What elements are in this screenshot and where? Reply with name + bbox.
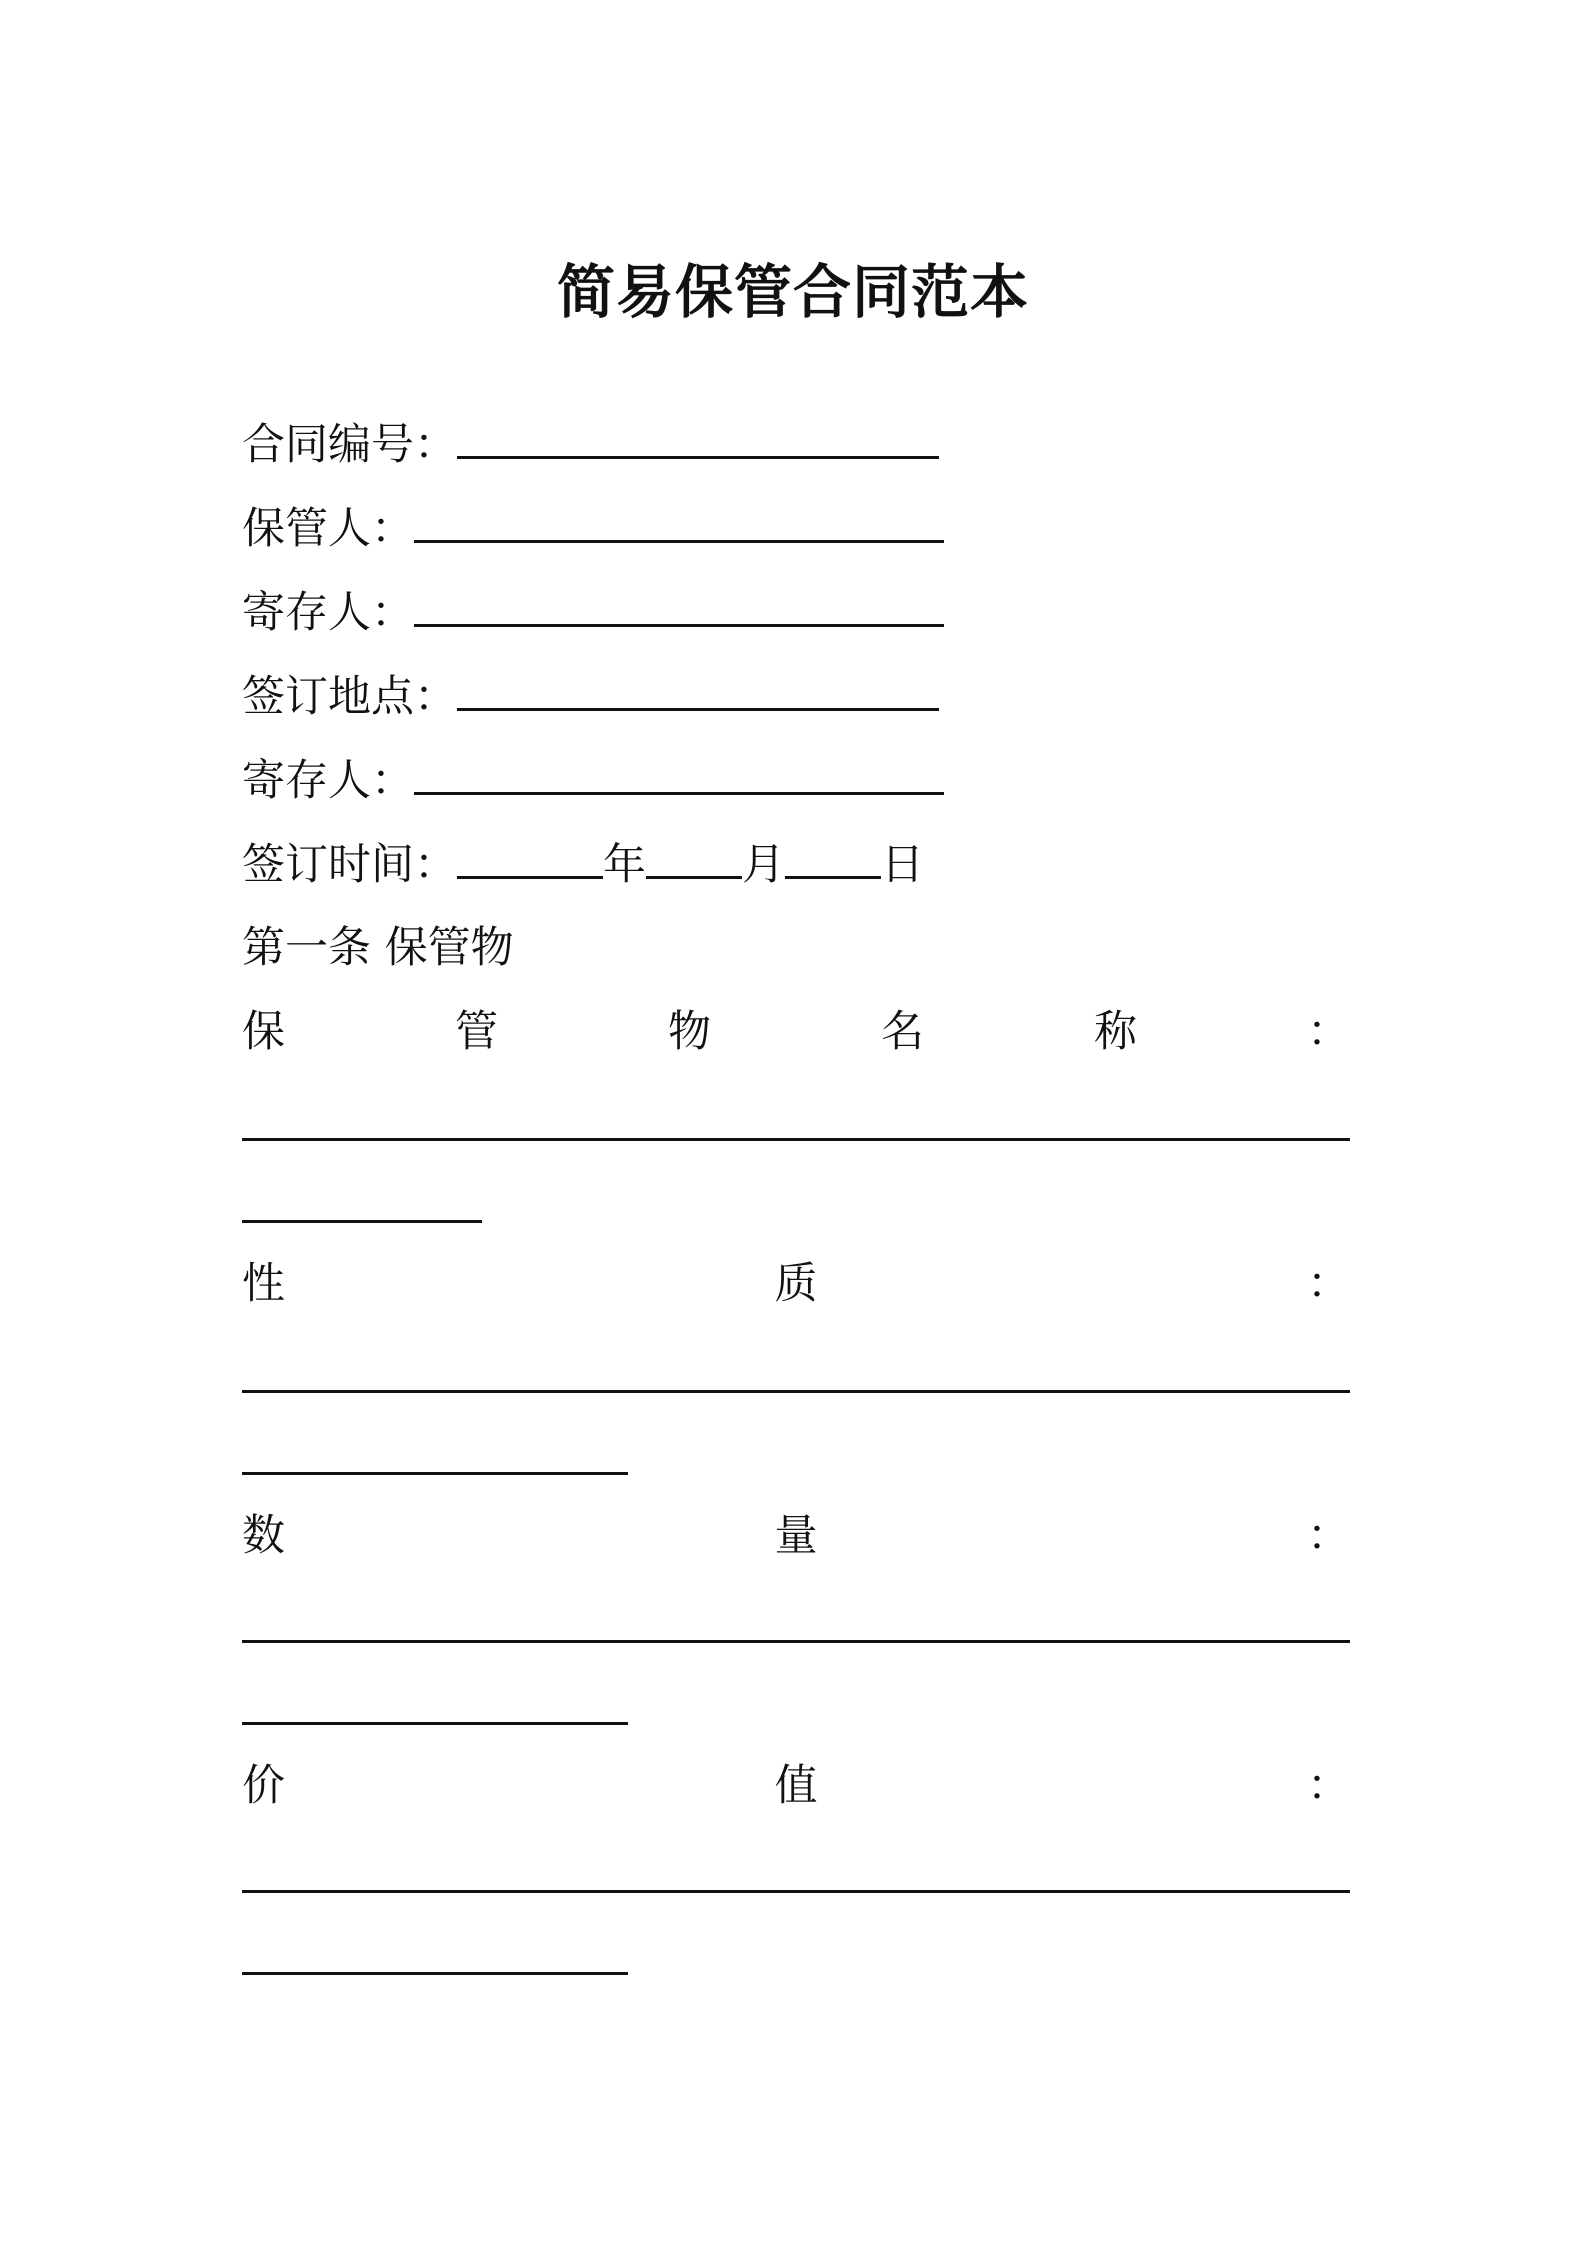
value-char: 价 xyxy=(242,1761,285,1811)
quantity-blank-line-2[interactable] xyxy=(242,1722,628,1725)
quantity-char: ： xyxy=(1307,1511,1350,1561)
article-1-heading: 第一条 保管物 xyxy=(242,923,514,973)
quantity-blank-line-1[interactable] xyxy=(242,1640,1350,1643)
nature-char: 质 xyxy=(774,1259,818,1309)
item-name-char: 名 xyxy=(881,1007,924,1057)
signing-place-row xyxy=(242,668,939,725)
signing-date-row xyxy=(242,836,924,893)
item-name-blank-line-1[interactable] xyxy=(242,1138,1350,1141)
signing-place-blank[interactable] xyxy=(457,668,939,711)
depositor-row xyxy=(242,584,944,641)
item-name-char: ： xyxy=(1307,1007,1350,1057)
value-char: ： xyxy=(1307,1761,1350,1811)
item-name-char: 管 xyxy=(455,1007,498,1057)
depositor-blank[interactable] xyxy=(414,584,944,627)
depositor-row-2 xyxy=(242,752,944,809)
nature-blank-line-1[interactable] xyxy=(242,1390,1350,1393)
document-title: 简易保管合同范本 xyxy=(556,258,1029,326)
item-name-char: 称 xyxy=(1094,1007,1137,1057)
day-label: 日 xyxy=(881,840,924,890)
quantity-char: 数 xyxy=(242,1511,285,1561)
quantity-label xyxy=(242,1508,1350,1564)
nature-blank-line-2[interactable] xyxy=(242,1472,628,1475)
value-label xyxy=(242,1758,1350,1814)
custodian-blank[interactable] xyxy=(414,500,944,543)
nature-char: 性 xyxy=(242,1259,285,1309)
value-blank-line-1[interactable] xyxy=(242,1890,1350,1893)
depositor-label: 寄存人： xyxy=(242,588,414,638)
signing-day-blank[interactable] xyxy=(785,836,881,879)
signing-year-blank[interactable] xyxy=(457,836,603,879)
custodian-row xyxy=(242,500,944,557)
depositor-label-2: 寄存人： xyxy=(242,756,414,806)
contract-number-row xyxy=(242,416,939,473)
month-label: 月 xyxy=(742,840,785,890)
custodian-label: 保管人： xyxy=(242,504,414,554)
depositor-blank-2[interactable] xyxy=(414,752,944,795)
signing-place-label: 签订地点： xyxy=(242,672,457,722)
year-label: 年 xyxy=(603,840,646,890)
nature-label xyxy=(242,1256,1350,1312)
signing-date-label: 签订时间： xyxy=(242,840,457,890)
contract-number-blank[interactable] xyxy=(457,416,939,459)
value-char: 值 xyxy=(774,1761,818,1811)
contract-number-label: 合同编号： xyxy=(242,420,457,470)
signing-month-blank[interactable] xyxy=(646,836,742,879)
quantity-char: 量 xyxy=(774,1511,818,1561)
value-blank-line-2[interactable] xyxy=(242,1972,628,1975)
nature-char: ： xyxy=(1307,1259,1350,1309)
item-name-char: 保 xyxy=(242,1007,285,1057)
item-name-blank-line-2[interactable] xyxy=(242,1220,482,1223)
item-name-label xyxy=(242,1004,1350,1060)
item-name-char: 物 xyxy=(668,1007,711,1057)
